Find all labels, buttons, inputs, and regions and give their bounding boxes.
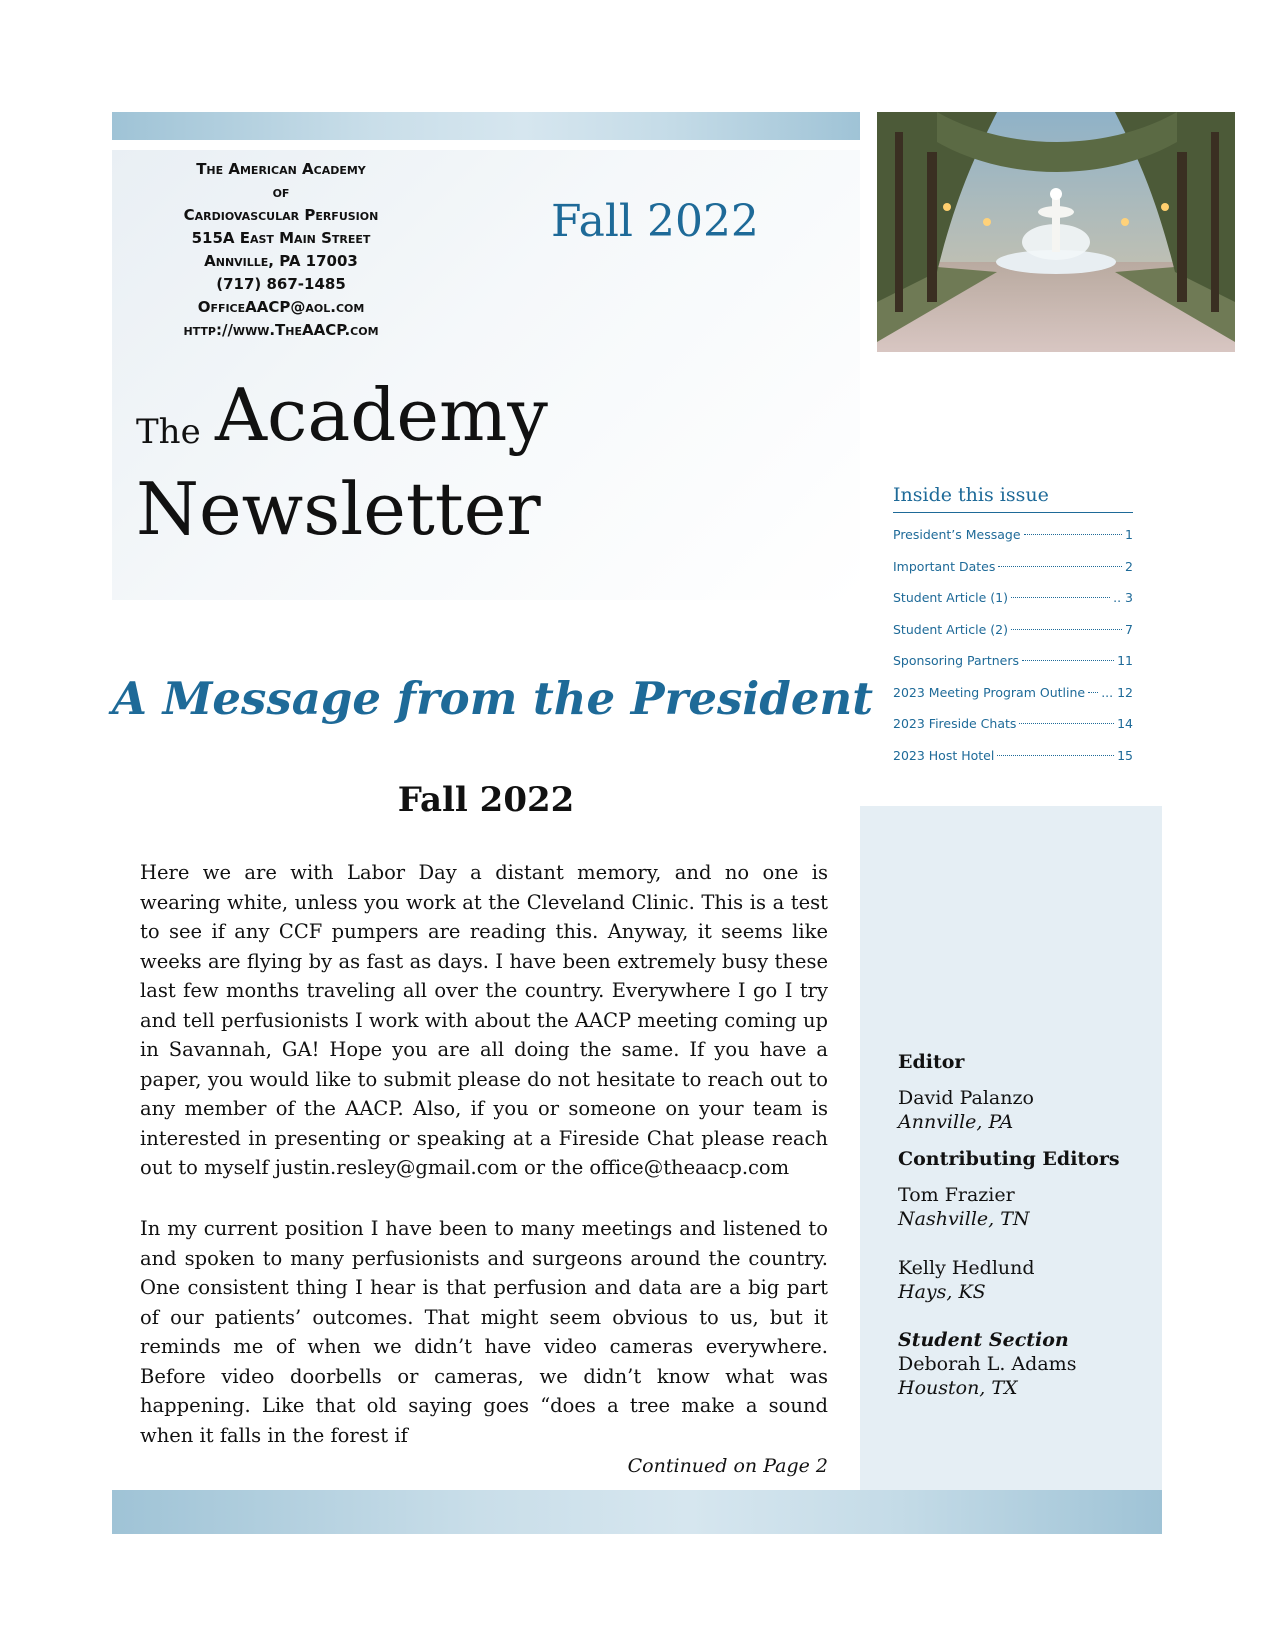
toc-leader-dots: [1022, 660, 1114, 661]
address-line: Annville, PA 17003: [204, 252, 358, 270]
toc-leader-dots: [998, 566, 1122, 567]
toc-item-label: 2023 Host Hotel: [893, 747, 995, 763]
toc-item-page: 2: [1125, 558, 1133, 574]
toc-item[interactable]: [893, 519, 1133, 551]
toc-item[interactable]: [893, 740, 1133, 772]
toc-item[interactable]: [893, 614, 1133, 646]
toc-leader-dots: [1019, 723, 1114, 724]
bottom-decorative-band: [112, 1490, 1162, 1534]
toc-item[interactable]: [893, 582, 1133, 614]
toc-leader-dots: [1024, 534, 1122, 535]
toc-item-page: 15: [1117, 747, 1133, 763]
address-line: (717) 867-1485: [216, 275, 346, 293]
toc-item[interactable]: [893, 645, 1133, 677]
address-line: The American Academy: [196, 160, 366, 178]
toc-item-label: Student Article (2): [893, 621, 1008, 637]
toc-item-page: ... 12: [1101, 684, 1133, 700]
article-paragraph: Here we are with Labor Day a distant memory, and no one is wearing white, unless you work at the Cleveland Clinic. This is a test to see if any CCF pumpers are reading this. Anyway, it seems like weeks are flying by as fast as days. I have been extremely busy these last few months traveling all over the country. Everywhere I go I try and tell perfusionists I work with about the AACP meeting coming up in Savannah, GA! Hope you are all doing the same. If you have a paper, you would like to submit please do not hesitate to reach out to any member of the AACP. Also, if you or someone on your team is interested in presenting or speaking at a Fireside Chat please reach out to myself justin.resley@gmail.com or the office@theaacp.com: [140, 861, 828, 1179]
contributing-editor-location: Nashville, TN: [898, 1208, 1030, 1230]
editor-heading: Editor: [898, 1051, 965, 1073]
toc-item-page: 7: [1125, 621, 1133, 637]
toc-leader-dots: [1011, 629, 1122, 630]
toc-item-label: 2023 Meeting Program Outline: [893, 684, 1086, 700]
student-editor-name: Deborah L. Adams: [898, 1353, 1077, 1375]
editor-location: Annville, PA: [898, 1111, 1014, 1133]
toc-item-page: .. 3: [1113, 590, 1133, 605]
organization-address-block: [150, 158, 412, 342]
table-of-contents: [893, 484, 1133, 771]
toc-leader-dots: [1011, 597, 1110, 598]
toc-leader-dots: [997, 755, 1114, 756]
toc-item-page: 1: [1125, 527, 1133, 542]
masthead-the: The: [136, 412, 201, 452]
address-line: http://www.TheAACP.com: [183, 321, 379, 339]
toc-item-label: 2023 Fireside Chats: [893, 716, 1017, 731]
toc-item-label: Sponsoring Partners: [893, 653, 1019, 668]
toc-item-page: 11: [1117, 653, 1133, 668]
article-title: A Message from the President: [112, 672, 873, 725]
contributing-editors-heading: Contributing Editors: [898, 1148, 1120, 1170]
contributing-editor-location: Hays, KS: [898, 1281, 986, 1303]
toc-list: [893, 519, 1133, 771]
address-line: Cardiovascular Perfusion: [183, 206, 379, 224]
article-paragraph: In my current position I have been to many meetings and listened to and spoken to many perfusionists and surgeons around the country. One consistent thing I hear is that perfusion and data are a big part of our patients’ outcomes. That might seem obvious to us, but it reminds me of when we didn’t have video cameras everywhere. Before video doorbells or cameras, we didn’t know what was happening. Like that old saying goes “does a tree make a sound when it falls in the forest if: [140, 1217, 828, 1447]
toc-item-label: Important Dates: [893, 558, 996, 574]
editor-name: David Palanzo: [898, 1087, 1034, 1109]
toc-item[interactable]: [893, 551, 1133, 583]
cover-photo: [877, 112, 1235, 352]
address-line: OfficeAACP@aol.com: [197, 298, 365, 316]
masthead-newsletter: Newsletter: [136, 467, 541, 551]
toc-item-page: 14: [1117, 716, 1133, 731]
toc-item[interactable]: [893, 677, 1133, 709]
contributing-editor-name: Tom Frazier: [898, 1184, 1015, 1206]
toc-item-label: President’s Message: [893, 527, 1021, 542]
address-line: of: [272, 183, 290, 201]
issue-date: Fall 2022: [551, 196, 759, 247]
toc-heading: Inside this issue: [893, 484, 1133, 513]
toc-item[interactable]: [893, 708, 1133, 740]
student-editor-location: Houston, TX: [898, 1377, 1018, 1399]
continued-note[interactable]: Continued on Page 2: [627, 1455, 828, 1477]
address-line: 515A East Main Street: [191, 229, 371, 247]
top-decorative-band: [112, 112, 860, 140]
toc-leader-dots: [1088, 692, 1098, 693]
toc-item-label: Student Article (1): [893, 590, 1008, 605]
park-fountain-image: [877, 112, 1235, 352]
student-section-heading: Student Section: [898, 1329, 1069, 1351]
article-subtitle: Fall 2022: [397, 780, 575, 820]
contributing-editor-name: Kelly Hedlund: [898, 1257, 1035, 1279]
masthead-academy: Academy: [215, 373, 548, 457]
